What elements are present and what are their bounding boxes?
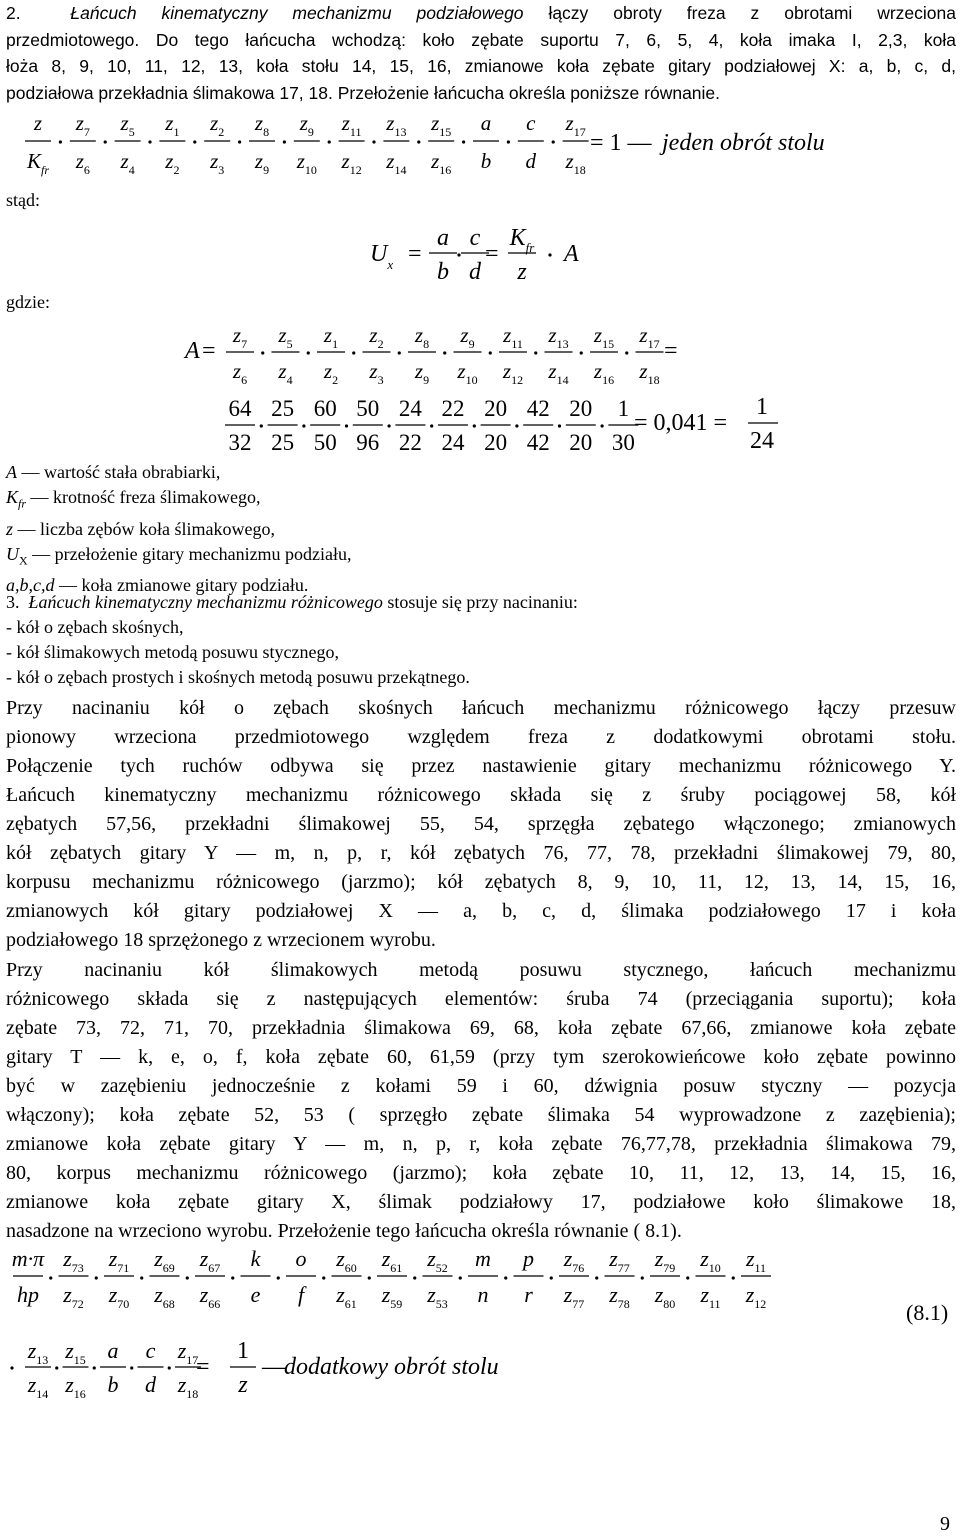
eq4-den-9: 30 <box>611 430 635 455</box>
paragraph-worm <box>6 956 956 1246</box>
para2-line: nasadzone na wrzeciono wyrobu. Przełożenie tego łańcucha określa równanie ( 8.1). <box>6 1220 682 1242</box>
eq81-r1-num-10: m <box>475 1246 491 1271</box>
eq81-r1-den-5: e <box>250 1282 261 1307</box>
eq81-r2-num-2: a <box>107 1338 119 1363</box>
eq81-rhs-num: 1 <box>237 1338 249 1364</box>
gdzie-label: gdzie: <box>6 292 50 312</box>
eq4-fractions <box>225 396 638 455</box>
eq1-num-10: a <box>480 111 492 135</box>
eq3-dot-6 <box>534 351 537 354</box>
eq81-r1-dot-2 <box>140 1276 143 1279</box>
eq4-dot-3 <box>388 424 391 427</box>
eq81-r2-num-3: c <box>145 1338 156 1363</box>
definition-row <box>6 485 906 517</box>
eq4-dot-8 <box>601 424 604 427</box>
para1-line: Łańcuch kinematyczny mechanizmu różnicowego składa się z śruby pociągowej 58, kół <box>6 784 956 806</box>
para1-line: kół zębatych gitary Y — m, n, p, r, kół zębatych 76, 77, 78, przekładni ślimakowej 79, 80, <box>6 842 956 864</box>
eq81-r2-dot-2 <box>130 1366 133 1369</box>
eq4-den-4: 22 <box>398 430 422 455</box>
para2-line: zmianowe koła zębate gitary X, ślimak podziałowy 17, podziałowe koło ślimakowe 18, <box>6 1191 956 1213</box>
eq81-r1-dot-9 <box>459 1276 462 1279</box>
eq2-dot-2 <box>548 253 551 256</box>
ux-symbol: $U_x$ <box>370 241 394 272</box>
definition-row <box>6 460 906 485</box>
eq4-den-2: 50 <box>313 430 337 455</box>
eq81-r2-dot-0 <box>55 1366 58 1369</box>
eq3-den-8: $z_{16}$ <box>593 359 615 387</box>
eq81-r2-dot-1 <box>93 1366 96 1369</box>
eq81-comment: dodatkowy obrót stolu <box>284 1354 499 1380</box>
item3-number: 3. <box>6 592 20 612</box>
eq3-num-0: $z_7$ <box>232 323 248 351</box>
eq3-dot-4 <box>443 351 446 354</box>
item3-bullet-3: - kół o zębach prostych i skośnych metodą posuwu przekątnego. <box>6 667 470 687</box>
eq81-r1-den-2: $z_{70}$ <box>108 1282 130 1311</box>
eq3-den-9: $z_{18}$ <box>639 359 660 387</box>
eq81-row1 <box>12 1246 771 1311</box>
eq3-num-6: $z_{11}$ <box>503 323 523 351</box>
eq81-r1-num-8: $z_{61}$ <box>381 1246 403 1275</box>
eq81-r1-dot-11 <box>550 1276 553 1279</box>
eq81-r1-dot-1 <box>95 1276 98 1279</box>
item3-title: Łańcuch kinematyczny mechanizmu różnicowego <box>28 592 383 612</box>
eq3-den-6: $z_{12}$ <box>502 359 524 387</box>
definition-subscript: X <box>19 553 28 568</box>
definition-symbol: z <box>6 518 14 539</box>
eq4-num-8: 20 <box>569 396 593 421</box>
eq3-tail: = <box>664 338 678 364</box>
eq81-r1-den-9: $z_{53}$ <box>427 1282 448 1311</box>
eq81-r1-den-13: $z_{78}$ <box>609 1282 630 1311</box>
eq81-r2-num-4: $z_{17}$ <box>177 1338 199 1367</box>
eq4-final-fraction <box>748 394 778 454</box>
eq81-r1-num-9: $z_{52}$ <box>427 1246 448 1275</box>
eq3-equals: = <box>202 338 216 364</box>
stad-label: stąd: <box>6 190 40 210</box>
eq1-den-8: $z_{14}$ <box>386 149 407 177</box>
eq81-r1-den-3: $z_{68}$ <box>154 1282 175 1311</box>
ux-equals-2: = <box>485 241 499 267</box>
para1-line: podziałowego 18 sprzężonego z wrzecionem wyrobu. <box>6 929 436 951</box>
eq81-r1-den-4: $z_{66}$ <box>199 1282 221 1311</box>
eq1-den-6: $z_{10}$ <box>296 149 317 177</box>
eq1-num-3: $z_1$ <box>165 111 180 139</box>
eq3-dot-1 <box>307 351 310 354</box>
item2-line2: przedmiotowego. Do tego łańcucha wchodzą: koło zębate suportu 7, 6, 5, 4, koła imaka I, 2,3, koła <box>6 29 956 50</box>
eq4-result: = 0,041 = <box>634 410 728 436</box>
eq1-num-2: $z_5$ <box>120 111 135 139</box>
eq1-num-7: $z_{11}$ <box>341 111 362 139</box>
eq3-num-5: $z_9$ <box>460 323 475 351</box>
eq1-comment: jeden obrót stolu <box>662 130 825 156</box>
ux-equals: = <box>408 241 422 267</box>
definitions-list <box>6 460 906 598</box>
para2-line: zmianowe koła zębate gitary Y — m, n, p, r, koła zębate 76,77,78, przekładnia ślimakowa 79, <box>6 1133 956 1155</box>
ux-rhs: A <box>564 241 579 267</box>
eq4-num-3: 50 <box>356 396 380 421</box>
item3-bullet-2: - kół ślimakowych metodą posuwu stycznego, <box>6 642 339 662</box>
eq2-num-2: $K_{fr}$ <box>509 225 535 255</box>
equation-chain-ratio <box>0 108 960 188</box>
para1-line: korpusu mechanizmu różnicowego (jarzmo); kół zębatych 8, 9, 10, 11, 12, 13, 14, 15, 16, <box>6 871 956 893</box>
definition-text: — koła zmianowe gitary podziału. <box>54 575 309 596</box>
eq81-r2-den-1: $z_{16}$ <box>65 1372 86 1401</box>
item3-heading <box>6 590 946 615</box>
eq1-fractions <box>25 111 589 177</box>
eq1-dot-6 <box>328 140 331 143</box>
eq4-num-0: 64 <box>228 396 252 421</box>
definition-symbol: K <box>6 487 19 507</box>
equation-8-1 <box>0 1240 960 1420</box>
eq3-num-4: $z_8$ <box>414 323 430 351</box>
eq81-r2-num-0: $z_{13}$ <box>27 1338 49 1367</box>
eq81-label: (8.1) <box>906 1300 949 1325</box>
eq81-r1-den-11: r <box>524 1282 533 1307</box>
para1-line: Przy nacinaniu kół o zębach skośnych łańcuch mechanizmu różnicowego łączy przesuw <box>6 697 956 719</box>
item3-bullet-1: - kół o zębach skośnych, <box>6 617 184 637</box>
eq4-den-3: 96 <box>356 430 380 455</box>
eq81-r1-den-7: $z_{61}$ <box>336 1282 357 1311</box>
eq81-r1-dot-13 <box>641 1276 644 1279</box>
eq3-den-7: $z_{14}$ <box>548 359 569 387</box>
eq3-den-4: $z_9$ <box>414 359 430 387</box>
eq4-dot-5 <box>473 424 476 427</box>
item2-rest: łączy obroty freza z obrotami wrzeciona <box>548 3 956 23</box>
eq3-num-3: $z_2$ <box>369 323 384 351</box>
eq2-den-1: d <box>469 259 481 285</box>
item2-line1 <box>6 0 956 27</box>
item3-block <box>6 590 946 690</box>
eq3-lhs: A <box>185 338 200 364</box>
eq3-num-2: $z_1$ <box>323 323 339 351</box>
eq1-dot-11 <box>552 140 555 143</box>
eq1-num-12: $z_{17}$ <box>565 111 586 139</box>
item2-paragraph <box>6 0 956 106</box>
eq1-num-6: $z_9$ <box>299 111 314 139</box>
para2-line: Przy nacinaniu kół ślimakowych metodą posuwu stycznego, łańcuch mechanizmu <box>6 959 956 981</box>
para1-line: pionowy wrzeciona przedmiotowego względem freza z dodatkowymi obrotami stołu. <box>6 726 956 748</box>
eq81-r1-dot-5 <box>277 1276 280 1279</box>
eq3-dot-8 <box>625 351 628 354</box>
eq2-dot <box>457 253 460 256</box>
definition-row <box>6 517 906 542</box>
eq4-num-7: 42 <box>526 396 550 421</box>
definition-subscript: fr <box>18 496 27 511</box>
equation-a-symbolic <box>0 318 960 388</box>
eq1-num-11: c <box>526 111 536 135</box>
eq81-lead-dot <box>10 1366 13 1369</box>
eq2-den-0: b <box>437 259 449 285</box>
eq3-dot-7 <box>580 351 583 354</box>
eq4-num-6: 20 <box>484 396 508 421</box>
eq81-r1-num-5: k <box>250 1246 261 1271</box>
eq4-den-7: 42 <box>526 430 550 455</box>
eq1-dot-1 <box>104 140 107 143</box>
eq1-den-5: $z_9$ <box>254 149 270 177</box>
eq81-r1-num-16: $z_{11}$ <box>745 1246 767 1275</box>
eq3-num-7: $z_{13}$ <box>548 323 569 351</box>
para2-line: zębate 73, 72, 71, 70, przekładnia ślimakowa 69, 68, koła zębate 67,66, zmianowe koła zębate <box>6 1017 956 1039</box>
eq1-num-0: z <box>33 111 43 135</box>
item2-title: Łańcuch kinematyczny mechanizmu podziałowego <box>70 3 524 23</box>
para1-line: zębatych 57,56, przekładni ślimakowej 55, 54, sprzęgła zębatego włączonego; zmianowych <box>6 813 956 835</box>
para2-line: 80, korpus mechanizmu różnicowego (jarzmo); koła zębate 10, 11, 12, 13, 14, 15, 16, <box>6 1162 956 1184</box>
eq1-dot-8 <box>417 140 420 143</box>
eq3-den-3: $z_3$ <box>369 359 384 387</box>
item2-number: 2. <box>6 3 21 23</box>
eq3-dot-0 <box>261 351 264 354</box>
eq3-num-1: $z_5$ <box>278 323 293 351</box>
eq81-r1-dot-8 <box>413 1276 416 1279</box>
eq4-num-2: 60 <box>313 396 337 421</box>
eq81-r1-dot-7 <box>368 1276 371 1279</box>
eq1-dot-9 <box>462 140 465 143</box>
eq81-r1-num-11: p <box>523 1246 534 1271</box>
para1-line: Połączenie tych ruchów odbywa się przez nastawienie gitary mechanizmu różnicowego Y. <box>6 755 956 777</box>
eq1-den-2: $z_4$ <box>120 149 135 177</box>
eq1-den-9: $z_{16}$ <box>431 149 452 177</box>
eq4-dot-6 <box>515 424 518 427</box>
equation-ux <box>0 215 960 295</box>
eq81-r1-den-15: $z_{11}$ <box>700 1282 721 1311</box>
eq1-num-4: $z_2$ <box>210 111 225 139</box>
eq2-num-1: c <box>469 225 481 251</box>
eq1-den-0: $K_{fr}$ <box>26 149 50 177</box>
para2-line: gitary T — k, e, o, f, koła zębate 60, 61,59 (przy tym szerokowieńcowe koło zębate powinno <box>6 1046 956 1068</box>
eq81-r2-den-3: d <box>145 1372 156 1397</box>
eq3-dot-5 <box>489 351 492 354</box>
eq81-r1-num-12: $z_{76}$ <box>563 1246 585 1275</box>
definition-symbol: a,b,c,d <box>6 575 55 596</box>
eq81-r1-dot-6 <box>322 1276 325 1279</box>
eq4-dot-1 <box>302 424 305 427</box>
eq4-dot-0 <box>260 424 263 427</box>
eq3-den-1: $z_4$ <box>278 359 293 387</box>
eq81-r1-num-4: $z_{67}$ <box>199 1246 221 1275</box>
eq81-dash: — <box>262 1354 286 1380</box>
eq81-r1-dot-14 <box>686 1276 689 1279</box>
equation-a-numeric <box>0 392 960 462</box>
eq2-den-2: z <box>517 259 527 285</box>
eq4-dot-7 <box>558 424 561 427</box>
eq81-row2 <box>10 1338 201 1401</box>
eq81-r1-num-2: $z_{71}$ <box>108 1246 130 1275</box>
definition-text: — liczba zębów koła ślimakowego, <box>13 518 275 539</box>
definition-text: — przełożenie gitary mechanizmu podziału, <box>27 543 352 564</box>
definition-symbol: A <box>6 462 17 482</box>
eq81-r1-num-13: $z_{77}$ <box>609 1246 630 1275</box>
eq4-final-den: 24 <box>750 428 774 454</box>
eq1-dot-2 <box>148 140 151 143</box>
eq81-r1-den-1: $z_{72}$ <box>63 1282 84 1311</box>
eq81-r2-den-4: $z_{18}$ <box>177 1372 199 1401</box>
eq1-num-1: $z_7$ <box>75 111 90 139</box>
para2-line: być w zazębieniu jednocześnie z kołami 59 i 60, dźwignia posuw styczny — pozycja <box>6 1075 956 1097</box>
eq81-r1-num-0: m·π <box>11 1246 45 1271</box>
eq81-r2-dot-3 <box>168 1366 171 1369</box>
definition-symbol: U <box>6 543 19 564</box>
eq81-r1-den-12: $z_{77}$ <box>563 1282 585 1311</box>
eq1-dot-3 <box>193 140 196 143</box>
eq81-r1-dot-0 <box>49 1276 52 1279</box>
eq81-r1-den-6: f <box>297 1282 305 1307</box>
eq3-dot-3 <box>398 351 401 354</box>
eq1-dot-7 <box>372 140 375 143</box>
item2-line4: podziałowa przekładnia ślimakowa 17, 18. Przełożenie łańcucha określa poniższe równanie. <box>6 82 721 103</box>
eq1-dot-10 <box>507 140 510 143</box>
eq81-r1-num-14: $z_{79}$ <box>654 1246 676 1275</box>
eq81-rhs-fraction <box>230 1338 256 1398</box>
eq81-rhs-den: z <box>238 1372 248 1398</box>
eq81-r1-dot-15 <box>732 1276 735 1279</box>
eq1-den-7: $z_{12}$ <box>341 149 362 177</box>
eq81-r1-num-6: o <box>295 1246 307 1271</box>
eq81-r1-dot-12 <box>595 1276 598 1279</box>
para1-line: zmianowych kół gitary podziałowej X — a, b, c, d, ślimaka podziałowego 17 i koła <box>6 900 956 922</box>
eq4-dot-2 <box>345 424 348 427</box>
eq81-r1-num-3: $z_{69}$ <box>154 1246 175 1275</box>
eq3-den-5: $z_{10}$ <box>457 359 478 387</box>
eq3-num-8: $z_{15}$ <box>593 323 615 351</box>
paragraph-helical <box>6 694 956 955</box>
eq81-r2-den-0: $z_{14}$ <box>27 1372 49 1401</box>
eq81-r2-den-2: b <box>107 1372 119 1397</box>
eq1-num-9: $z_{15}$ <box>431 111 452 139</box>
eq1-den-12: $z_{18}$ <box>565 149 586 177</box>
eq81-r1-den-14: $z_{80}$ <box>654 1282 676 1311</box>
eq81-r1-den-10: n <box>477 1282 489 1307</box>
eq3-den-0: $z_6$ <box>232 359 248 387</box>
eq1-den-3: $z_2$ <box>165 149 180 177</box>
eq1-den-4: $z_3$ <box>210 149 225 177</box>
eq1-den-11: d <box>525 149 537 173</box>
eq81-r1-dot-3 <box>186 1276 189 1279</box>
definition-text: — krotność freza ślimakowego, <box>26 487 261 507</box>
eq1-den-1: $z_6$ <box>75 149 90 177</box>
eq81-r1-den-8: $z_{59}$ <box>381 1282 403 1311</box>
para2-line: włączony); koła zębate 52, 53 ( sprzęgło zębate ślimaka 54 wyprowadzone z zazębienia); <box>6 1104 956 1126</box>
eq1-dot-0 <box>59 140 62 143</box>
eq4-num-9: 1 <box>617 396 630 421</box>
eq81-r1-num-1: $z_{73}$ <box>63 1246 84 1275</box>
eq3-num-9: $z_{17}$ <box>639 323 660 351</box>
eq81-r1-num-15: $z_{10}$ <box>700 1246 721 1275</box>
eq1-den-10: b <box>480 149 492 173</box>
eq4-num-4: 24 <box>398 396 422 421</box>
eq81-r1-dot-10 <box>504 1276 507 1279</box>
eq3-den-2: $z_2$ <box>323 359 339 387</box>
eq2-num-0: a <box>437 225 449 251</box>
item3-rest: stosuje się przy nacinaniu: <box>382 592 578 612</box>
eq4-den-6: 20 <box>484 430 508 455</box>
eq4-final-num: 1 <box>756 394 768 420</box>
eq1-dot-4 <box>238 140 241 143</box>
definition-text: — wartość stała obrabiarki, <box>17 462 221 482</box>
eq81-r1-num-7: $z_{60}$ <box>336 1246 357 1275</box>
definition-row <box>6 542 906 574</box>
eq1-dot-5 <box>283 140 286 143</box>
eq3-fractions <box>226 323 664 387</box>
item2-line3: łoża 8, 9, 10, 11, 12, 13, koła stołu 14, 15, 16, zmianowe koła zębate gitary podziałowej X: a, b, c, d, <box>6 56 956 76</box>
eq4-den-5: 24 <box>441 430 465 455</box>
eq1-num-5: $z_8$ <box>254 111 270 139</box>
eq1-num-8: $z_{13}$ <box>386 111 407 139</box>
eq4-num-1: 25 <box>271 396 295 421</box>
eq4-dot-4 <box>430 424 433 427</box>
eq3-dot-2 <box>352 351 355 354</box>
eq81-equals: = <box>196 1354 210 1380</box>
eq81-r2-num-1: $z_{15}$ <box>65 1338 86 1367</box>
eq4-den-1: 25 <box>271 430 295 455</box>
eq1-rhs: = 1 — <box>590 130 652 156</box>
eq81-r1-den-0: hp <box>17 1282 39 1307</box>
para2-line: różnicowego składa się z następujących elementów: śruba 74 (przeciągania suportu); koła <box>6 988 956 1010</box>
eq4-num-5: 22 <box>441 396 465 421</box>
eq81-r1-den-16: $z_{12}$ <box>745 1282 767 1311</box>
eq81-r1-dot-4 <box>231 1276 234 1279</box>
eq4-den-8: 20 <box>569 430 593 455</box>
eq4-den-0: 32 <box>228 430 252 455</box>
page-number: 9 <box>940 1513 950 1535</box>
